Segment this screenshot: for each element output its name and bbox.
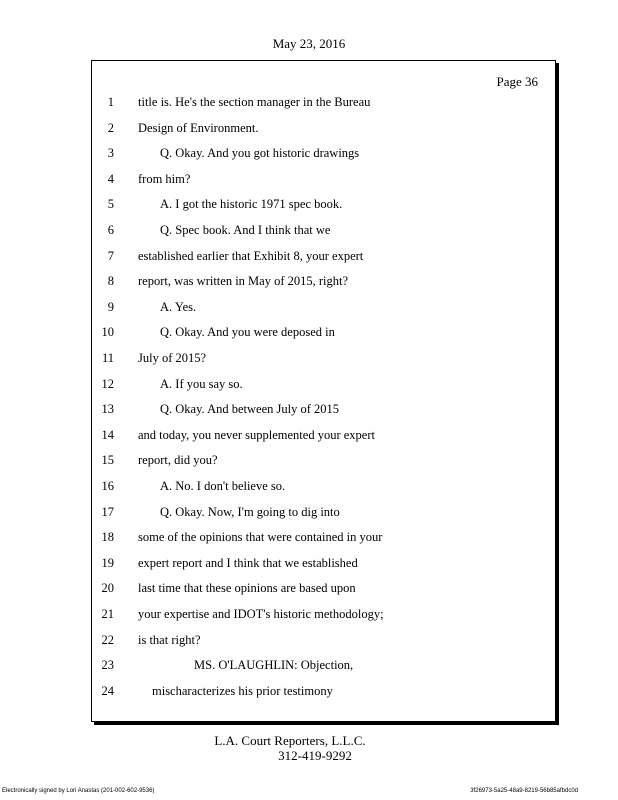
line-number: 6 [107, 223, 114, 237]
line-number: 18 [101, 530, 114, 545]
line-number: 9 [107, 299, 114, 314]
line-text: A. I got the historic 1971 spec book. [160, 197, 343, 212]
line-text: A. No. I don't believe so. [160, 479, 286, 493]
line-number: 13 [101, 402, 114, 417]
line-number: 5 [107, 197, 114, 212]
line-number: 20 [101, 581, 114, 596]
line-number: 15 [101, 453, 114, 468]
header-date: May 23, 2016 [272, 36, 346, 51]
line-number: 16 [101, 479, 114, 493]
page-number: Page 36 [496, 74, 538, 89]
line-text: report, did you? [138, 453, 218, 468]
line-number: 4 [107, 171, 114, 186]
line-number: 12 [101, 376, 114, 391]
line-text: Q. Okay. Now, I'm going to dig into [160, 504, 340, 519]
line-text: title is. He's the section manager in the Bureau [138, 95, 371, 109]
footer-phone: 312-419-9292 [278, 748, 352, 763]
line-text: report, was written in May of 2015, right? [138, 274, 349, 289]
line-text: your expertise and IDOT's historic methodology; [138, 607, 384, 621]
footer-company: L.A. Court Reporters, L.L.C. [214, 733, 366, 748]
line-text: established earlier that Exhibit 8, your expert [138, 248, 364, 263]
document-hash: 3f26973-5a25-48a9-8219-56b85afbdc0d [470, 788, 578, 794]
line-text: Q. Spec book. And I think that we [160, 223, 331, 237]
line-number: 24 [101, 683, 114, 698]
line-text: Design of Environment. [138, 120, 259, 135]
line-text: A. If you say so. [160, 376, 243, 391]
line-text: Q. Okay. And you were deposed in [160, 325, 335, 340]
line-number: 11 [101, 351, 114, 365]
line-text: last time that these opinions are based upon [138, 581, 356, 596]
line-text: is that right? [138, 632, 201, 647]
line-number: 17 [101, 504, 114, 519]
line-number: 21 [101, 607, 114, 621]
line-text: July of 2015? [138, 351, 207, 365]
line-number: 10 [101, 325, 114, 340]
line-text: MS. O'LAUGHLIN: Objection, [194, 658, 354, 673]
line-number: 7 [107, 248, 114, 263]
line-number: 8 [107, 274, 114, 289]
line-number: 3 [107, 146, 114, 161]
line-text: from him? [138, 171, 191, 186]
line-number: 2 [107, 120, 114, 135]
line-text: and today, you never supplemented your expert [138, 427, 375, 442]
line-number: 22 [101, 632, 114, 647]
line-number: 14 [101, 427, 114, 442]
electronic-signature: Electronically signed by Lori Anastas (201-002-602-9536) [2, 788, 155, 794]
line-text: mischaracterizes his prior testimony [152, 683, 333, 698]
line-text: Q. Okay. And between July of 2015 [160, 402, 340, 417]
line-text: expert report and I think that we established [138, 555, 358, 570]
line-text: Q. Okay. And you got historic drawings [160, 146, 360, 161]
line-number: 23 [101, 658, 114, 673]
line-text: some of the opinions that were contained in your [138, 530, 383, 545]
line-text: A. Yes. [160, 299, 197, 314]
line-number: 19 [101, 555, 114, 570]
line-number: 1 [107, 95, 114, 109]
transcript-page [91, 60, 556, 722]
